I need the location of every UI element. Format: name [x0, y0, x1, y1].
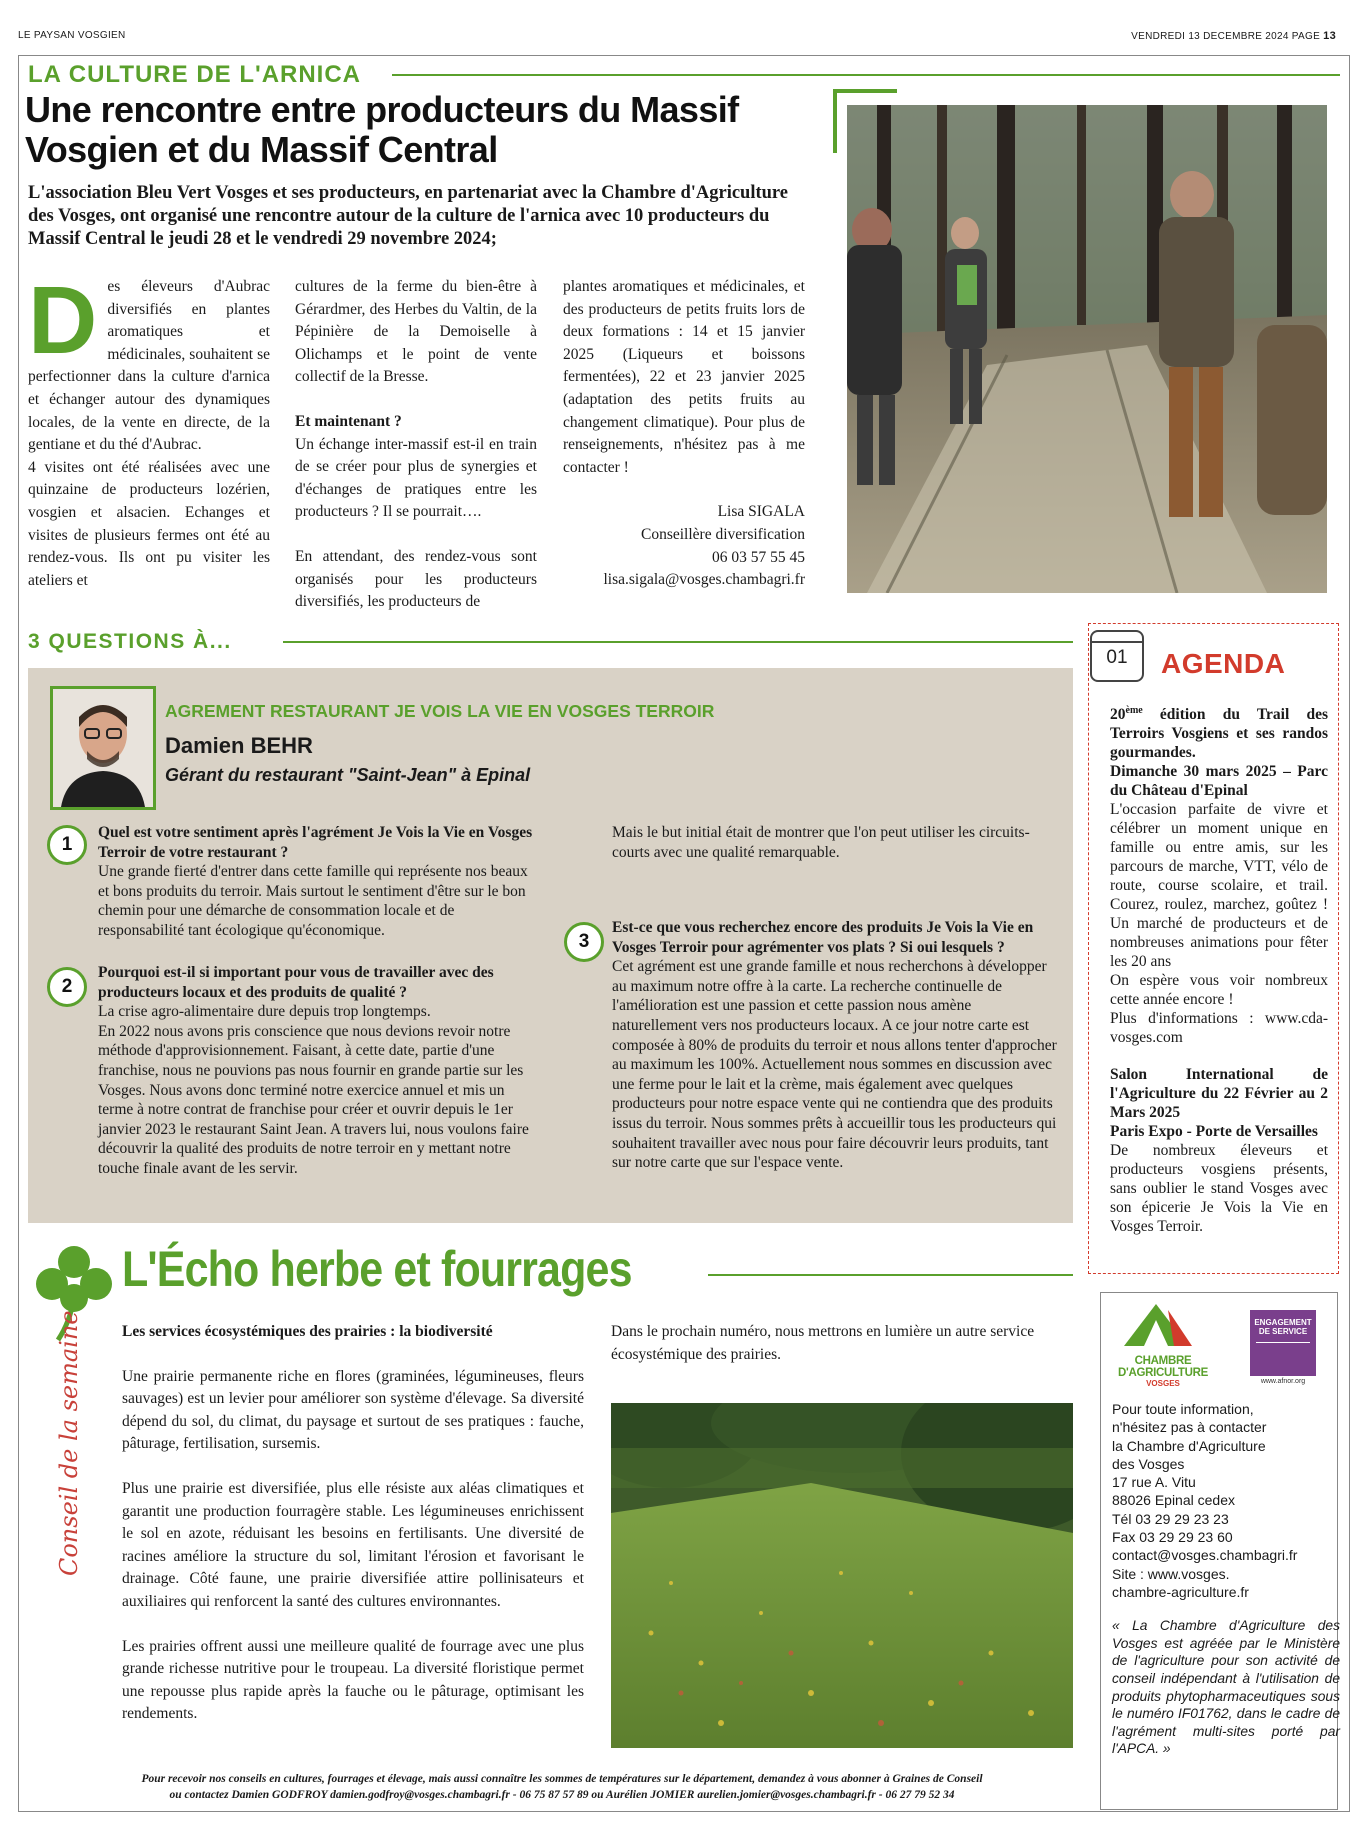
badge-divider	[1256, 1342, 1310, 1343]
question-1	[98, 823, 540, 941]
contact-details	[1112, 1400, 1340, 1758]
interviewee-role: Gérant du restaurant "Saint-Jean" à Epinal	[165, 765, 531, 785]
contact-site[interactable]: Site : www.vosges.	[1112, 1565, 1230, 1582]
contact-line: la Chambre d'Agriculture	[1112, 1437, 1266, 1454]
chambre-agriculture-logo	[1108, 1302, 1218, 1398]
signature	[563, 501, 805, 591]
agenda-edition-number: 20	[1110, 706, 1126, 724]
article-paragraph: Un échange inter-massif est-il en train de se créer pour plus de synergies et d'échanges de pratiques entre les producteurs ? Il se pourrait….	[295, 435, 537, 521]
questions-section-title: 3 QUESTIONS À...	[28, 630, 232, 653]
contact-line: 88026 Epinal cedex	[1112, 1492, 1235, 1509]
contact-line: Pour toute information,	[1112, 1401, 1254, 1417]
questions-label: AGREMENT RESTAURANT JE VOIS LA VIE EN VOSGES TERROIR	[165, 701, 715, 721]
article-lede: L'association Bleu Vert Vosges et ses producteurs, en partenariat avec la Chambre d'Agriculture des Vosges, ont organisé une rencontre autour de la culture de l'arnica avec 10 producteurs du Massif Central le jeudi 28 et le vendredi 29 novembre 2024;	[28, 183, 789, 249]
question-2-continued	[612, 823, 1060, 862]
echo-right-text: Dans le prochain numéro, nous mettrons en lumière un autre service écosystémique des prairies.	[611, 1323, 1035, 1363]
answer-text: Une grande fierté d'entrer dans cette famille qui représente nos beaux et bons produits du terroir. Mais surtout le sentiment d'être sur le bon chemin pour une démarche de consommation locale et de responsabilité tant écologique qu'économique.	[98, 863, 528, 939]
article-column-1	[28, 267, 270, 592]
conseil-de-la-semaine-label: Conseil de la semaine	[55, 1310, 83, 1576]
afnor-engagement-badge	[1250, 1310, 1316, 1376]
page-date-text: VENDREDI 13 DECEMBRE 2024 PAGE	[1131, 31, 1321, 42]
contact-line: des Vosges	[1112, 1455, 1185, 1472]
contact-email[interactable]: contact@vosges.chambagri.fr	[1112, 1547, 1298, 1564]
answer-text: La crise agro-alimentaire dure depuis trop longtemps.	[98, 1003, 431, 1021]
contact-phone: Tél 03 29 29 23 23	[1112, 1510, 1229, 1527]
article-paragraph: 4 visites ont été réalisées avec une quinzaine de producteurs lozérien, vosgien et alsacien. Echanges et visites de plusieurs fermes ont été au rendez-vous. Ils ont pu visiter les ateliers et	[28, 458, 270, 589]
footer-subscription-note	[62, 1771, 1062, 1803]
echo-paragraph: Les prairies offrent aussi une meilleure qualité de fourrage avec une plus grande richesse nutritive pour le troupeau. La diversité floristique permet une repousse plus rapide après la fauche ou le pâturage, optimisant les rendements.	[122, 1637, 584, 1723]
calendar-icon-top	[1092, 632, 1142, 643]
agenda-body	[1110, 701, 1328, 1236]
agenda-event-2-title: Salon International de l'Agriculture du 22 Février au 2 Mars 2025	[1110, 1066, 1328, 1122]
question-text: Pourquoi est-il si important pour vous de travailler avec des producteurs locaux et des produits de qualité ?	[98, 964, 494, 1001]
chambre-logo-line1: CHAMBRE	[1134, 1355, 1192, 1367]
agenda-event-2-text: De nombreux éleveurs et producteurs vosgiens présents, sans oublier le stand Vosges avec son épicerie Je Vois la Vie en Vosges Terroir.	[1110, 1142, 1328, 1236]
chambre-logo-line2: D'AGRICULTURE	[1118, 1367, 1208, 1379]
footer-line-1: Pour recevoir nos conseils en cultures, fourrages et élevage, mais aussi connaître les sommes de températures sur le département, demandez à vous abonner à Graines de Conseil	[141, 1773, 983, 1785]
agenda-event-1-text: L'occasion parfaite de vivre et célébrer un moment unique en famille ou entre amis, sur les parcours de marche, VTT, vélo de route, course scolaire, et trail. Courez, roulez, marchez, goûtez ! Un marché de producteurs et de nombreuses animations pour fêter les 20 ans	[1110, 801, 1328, 971]
contact-fax: Fax 03 29 29 23 60	[1112, 1529, 1233, 1546]
contact-line: 17 rue A. Vitu	[1112, 1474, 1196, 1491]
dropcap-letter: D	[28, 267, 98, 374]
badge-line1: ENGAGEMENT	[1254, 1318, 1312, 1327]
arnica-field-illustration	[847, 105, 1327, 593]
interviewee-name: Damien BEHR	[165, 733, 313, 758]
answer-text: Cet agrément est une grande famille et nous recherchons à développer au maximum notre offre à la carte. La recherche continuelle de l'amélioration est une passion et cette passion nous amène naturellement vers nos producteurs locaux. A ce jour notre carte est composée à 80% de produits du terroir et nous allons tenter d'approcher au maximum les 100%. Actuellement nous sommes en discussion avec une ferme pour le lait et la crème, mais également avec quelques producteurs pour notre espace vente qui ne contiendra que des produits issus du terroir. Nous sommes prêts à accueillir tous les producteurs qui souhaitent travailler avec nous pour faire découvrir leurs produits, tant sur notre carte que sur l'espace vente.	[612, 958, 1057, 1172]
article-headline: Une rencontre entre producteurs du Massif Vosgien et du Massif Central	[25, 89, 739, 170]
article-paragraph: cultures de la ferme du bien-être à Gérardmer, des Herbes du Valtin, de la Pépinière de la Demoiselle à Olichamps et le point de vente collectif de la Bresse.	[295, 278, 537, 386]
agenda-title: AGENDA	[1161, 648, 1286, 679]
article-paragraph: plantes aromatiques et médicinales, et des producteurs de petits fruits lors de deux formations : 14 et 15 janvier 2025 (Liqueurs et boissons fermentées), 22 et 23 janvier 2025 (adaptation des petits fruits au changement climatique). Pour plus de renseignements, n'hésitez pas à me contacter !	[563, 278, 805, 476]
signature-email[interactable]: lisa.sigala@vosges.chambagri.fr	[603, 571, 805, 589]
contact-line: n'hésitez pas à contacter	[1112, 1419, 1267, 1436]
agenda-event-1-date: Dimanche 30 mars 2025 – Parc du Château d'Epinal	[1110, 763, 1328, 800]
echo-left-column	[122, 1321, 584, 1726]
article-column-3	[563, 276, 805, 592]
question-2	[98, 963, 540, 1179]
contact-site[interactable]: chambre-agriculture.fr	[1112, 1583, 1249, 1600]
agenda-event-1-link[interactable]: Plus d'informations : www.cda-vosges.com	[1110, 1010, 1328, 1047]
article-paragraph: En attendant, des rendez-vous sont organisés pour les producteurs diversifiés, les producteurs de	[295, 547, 537, 611]
question-text: Quel est votre sentiment après l'agrément Je Vois la Vie en Vosges Terroir de votre restaurant ?	[98, 824, 533, 861]
apca-accreditation-quote: « La Chambre d'Agriculture des Vosges est agréée par le Ministère de l'agriculture pour son activité de conseil indépendant à l'utilisation de produits phytopharmaceutiques sous le numéro IF01762, dans le cadre de l'agrément multi-sites porté par l'APCA. »	[1112, 1618, 1340, 1757]
arnica-field-photo	[847, 105, 1327, 593]
echo-paragraph: Plus une prairie est diversifiée, plus elle résiste aux aléas climatiques et garantit une production fourragère stable. Les légumineuses enrichissent le sol en azote, réduisant les besoins en fertilisants. Une diversité de racines améliore la structure du sol, limitant l'érosion et favorisant le drainage. Côté faune, une prairie diversifiée attire pollinisateurs et auxiliaires qui renforcent la santé des cultures environnantes.	[122, 1479, 584, 1610]
agenda-event-1-name: édition du Trail des Terroirs Vosgiens et ses randos gourmandes.	[1110, 706, 1328, 762]
calendar-day: 01	[1106, 647, 1128, 668]
newspaper-name: LE PAYSAN VOSGIEN	[18, 30, 126, 41]
signature-name: Lisa SIGALA	[717, 503, 805, 521]
article-subhead: Et maintenant ?	[295, 412, 402, 430]
article-paragraph: es éleveurs d'Aubrac diversifiés en plantes aromatiques et médicinales, souhaitent se perfectionner dans la culture d'arnica et échanger autour des dynamiques locales, de la vente en directe, de la gentiane et du thé d'Aubrac.	[28, 278, 270, 454]
answer-text: En 2022 nous avons pris conscience que nous devions revoir notre méthode d'approvisionnement. Faisant, à cette date, partie d'une franchise, nous ne pouvions pas nous fournir en grande partie sur les Vosges. Nous avons donc terminé notre exercice annuel et mis un terme à notre contrat de franchise pour créer et ouvrir depuis le 1er janvier 2023 le restaurant Saint Jean. A travers lui, nous voulons faire découvrir la qualité des produits de notre terroir en y mettant notre touche finale avant de les servir.	[98, 1022, 529, 1177]
question-text: Est-ce que vous recherchez encore des produits Je Vois la Vie en Vosges Terroir pour agrémenter vos plats ? Si oui lesquels ?	[612, 919, 1034, 956]
signature-phone: 06 03 57 55 45	[712, 548, 805, 566]
echo-rule	[708, 1274, 1073, 1276]
footer-line-2: ou contactez Damien GODFROY damien.godfroy@vosges.chambagri.fr - 06 75 87 57 89 ou Aurélien JOMIER aurelien.jomier@vosges.chambagri.fr - 06 27 79 52 34	[169, 1789, 955, 1801]
agenda-event-1-title	[1110, 701, 1328, 762]
question-number-3: 3	[564, 922, 604, 962]
question-number-2: 2	[47, 967, 87, 1007]
meadow-photo	[611, 1403, 1073, 1748]
interviewee-portrait	[50, 686, 156, 810]
chambre-logo-line3: VOSGES	[1146, 1379, 1180, 1388]
article-column-2	[295, 276, 537, 614]
portrait-illustration	[53, 689, 153, 807]
questions-rule	[283, 641, 1073, 643]
meadow-illustration	[611, 1403, 1073, 1748]
answer-text: Mais le but initial était de montrer que l'on peut utiliser les circuits-courts avec une qualité remarquable.	[612, 824, 1030, 861]
agenda-edition-suffix: ème	[1125, 705, 1143, 716]
page-number: 13	[1323, 30, 1336, 42]
badge-url: www.afnor.org	[1260, 1378, 1306, 1385]
agenda-event-1-text: On espère vous voir nombreux cette année encore !	[1110, 972, 1328, 1009]
chambre-logo-icon	[1108, 1302, 1218, 1350]
question-3	[612, 918, 1060, 1173]
echo-subtitle: Les services écosystémiques des prairies : la biodiversité	[122, 1323, 493, 1340]
echo-section-title: L'Écho herbe et fourrages	[122, 1241, 632, 1297]
signature-role: Conseillère diversification	[641, 525, 805, 543]
article-kicker: LA CULTURE DE L'ARNICA	[28, 61, 362, 88]
agenda-event-2-place: Paris Expo - Porte de Versailles	[1110, 1123, 1318, 1141]
badge-line2: DE SERVICE	[1258, 1327, 1308, 1336]
question-number-1: 1	[47, 825, 87, 865]
calendar-icon	[1090, 630, 1144, 682]
page-date	[1131, 30, 1336, 42]
kicker-rule	[392, 74, 1340, 76]
echo-paragraph: Une prairie permanente riche en flores (graminées, légumineuses, fleurs sauvages) est un levier pour améliorer son système d'élevage. Sa diversité dépend du sol, du climat, du paysage et surtout de ses pratiques : fauche, pâturage, fertilisation, sursemis.	[122, 1367, 584, 1453]
